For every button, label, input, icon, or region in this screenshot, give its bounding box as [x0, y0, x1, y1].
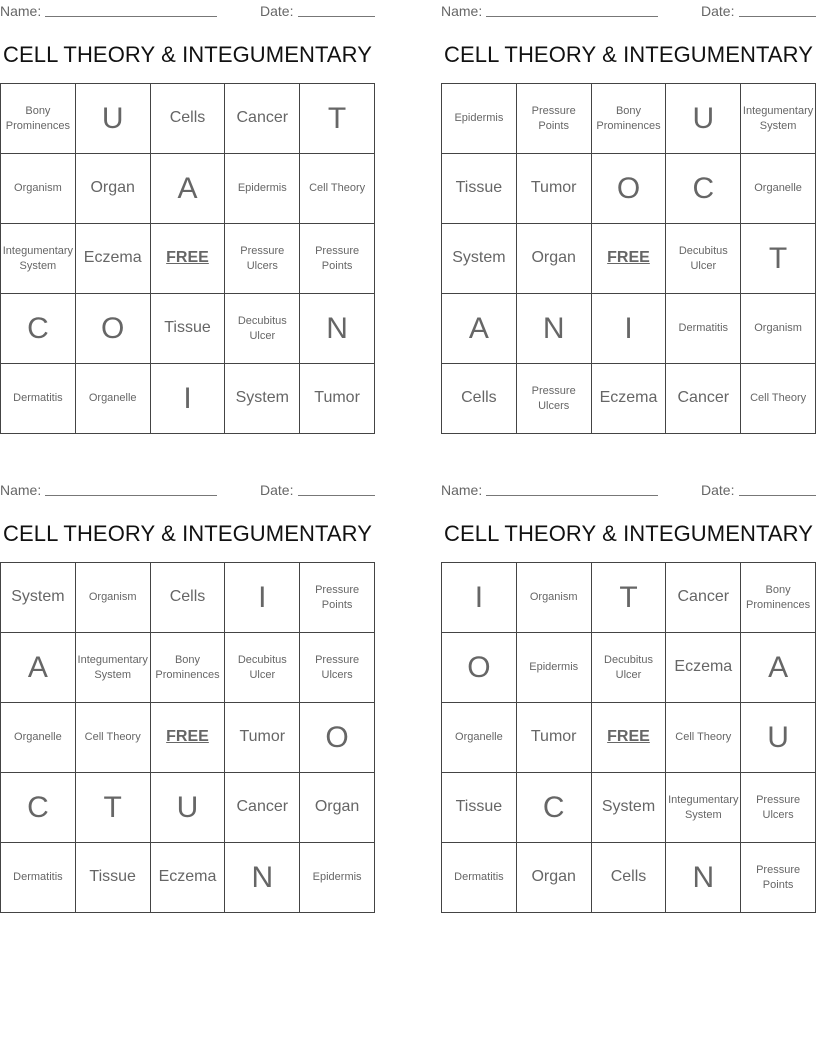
- bingo-cell: Organ: [517, 224, 592, 294]
- name-label: Name:: [441, 482, 483, 498]
- date-label: Date:: [701, 3, 735, 19]
- bingo-cell: Pressure Ulcers: [741, 773, 816, 843]
- bingo-cell: Tissue: [151, 294, 226, 364]
- bingo-cell: System: [442, 224, 517, 294]
- bingo-cell: I: [442, 563, 517, 633]
- bingo-cell: N: [300, 294, 375, 364]
- bingo-cell: Pressure Ulcers: [517, 364, 592, 434]
- bingo-cell: Cancer: [666, 364, 741, 434]
- date-field-line[interactable]: [298, 495, 375, 496]
- date-field-line[interactable]: [739, 495, 816, 496]
- bingo-cell: Pressure Points: [741, 843, 816, 913]
- bingo-cell: Eczema: [151, 843, 226, 913]
- bingo-cell: N: [666, 843, 741, 913]
- bingo-cell: Cancer: [666, 563, 741, 633]
- name-field-line[interactable]: [486, 16, 658, 17]
- bingo-cell: O: [300, 703, 375, 773]
- date-label: Date:: [260, 3, 294, 19]
- bingo-cell: Organelle: [76, 364, 151, 434]
- bingo-cell: System: [1, 563, 76, 633]
- bingo-cell: C: [666, 154, 741, 224]
- bingo-cell: Integumentary System: [741, 84, 816, 154]
- bingo-cell: Eczema: [592, 364, 667, 434]
- bingo-cell: I: [151, 364, 226, 434]
- card-title: CELL THEORY & INTEGUMENTARY: [443, 42, 814, 67]
- bingo-cell: Tissue: [442, 154, 517, 224]
- bingo-cell: Bony Prominences: [741, 563, 816, 633]
- bingo-cell: Decubitus Ulcer: [666, 224, 741, 294]
- bingo-cell: O: [76, 294, 151, 364]
- bingo-cell: Decubitus Ulcer: [225, 294, 300, 364]
- free-space: FREE: [592, 224, 667, 294]
- bingo-grid: [0, 83, 375, 434]
- bingo-card-3: [0, 479, 375, 913]
- bingo-cell: Epidermis: [300, 843, 375, 913]
- bingo-cell: Organism: [517, 563, 592, 633]
- bingo-cell: Cell Theory: [76, 703, 151, 773]
- bingo-cell: Organelle: [442, 703, 517, 773]
- bingo-cell: Organ: [517, 843, 592, 913]
- bingo-cell: U: [741, 703, 816, 773]
- bingo-cell: Dermatitis: [442, 843, 517, 913]
- bingo-cell: U: [76, 84, 151, 154]
- card-header: [441, 479, 816, 499]
- bingo-card-2: [441, 0, 816, 434]
- bingo-cell: Dermatitis: [1, 364, 76, 434]
- date-field-line[interactable]: [298, 16, 375, 17]
- bingo-cell: Cells: [592, 843, 667, 913]
- date-label: Date:: [260, 482, 294, 498]
- bingo-cell: Epidermis: [442, 84, 517, 154]
- bingo-cell: N: [225, 843, 300, 913]
- bingo-cell: Bony Prominences: [592, 84, 667, 154]
- name-label: Name:: [0, 482, 42, 498]
- bingo-cell: Integumentary System: [666, 773, 741, 843]
- bingo-cell: Cancer: [225, 773, 300, 843]
- bingo-cell: C: [517, 773, 592, 843]
- bingo-cell: Pressure Ulcers: [225, 224, 300, 294]
- bingo-cell: Cancer: [225, 84, 300, 154]
- bingo-cell: Organelle: [741, 154, 816, 224]
- bingo-cell: Pressure Ulcers: [300, 633, 375, 703]
- name-field-line[interactable]: [45, 495, 217, 496]
- bingo-cell: O: [442, 633, 517, 703]
- bingo-card-1: [0, 0, 375, 434]
- card-header: [0, 0, 375, 20]
- free-space: FREE: [592, 703, 667, 773]
- bingo-cell: Pressure Points: [517, 84, 592, 154]
- card-header: [0, 479, 375, 499]
- bingo-cell: U: [666, 84, 741, 154]
- bingo-cell: Cell Theory: [741, 364, 816, 434]
- bingo-cell: T: [741, 224, 816, 294]
- bingo-cell: Bony Prominences: [1, 84, 76, 154]
- card-header: [441, 0, 816, 20]
- bingo-cell: Tumor: [300, 364, 375, 434]
- bingo-cell: Dermatitis: [1, 843, 76, 913]
- bingo-grid: [441, 562, 816, 913]
- bingo-cell: T: [592, 563, 667, 633]
- bingo-grid: [441, 83, 816, 434]
- bingo-cell: Epidermis: [517, 633, 592, 703]
- bingo-cell: Bony Prominences: [151, 633, 226, 703]
- bingo-cell: Tumor: [517, 703, 592, 773]
- card-title: CELL THEORY & INTEGUMENTARY: [443, 521, 814, 546]
- bingo-cell: Cell Theory: [300, 154, 375, 224]
- bingo-cell: Tissue: [442, 773, 517, 843]
- card-title: CELL THEORY & INTEGUMENTARY: [2, 521, 373, 546]
- name-label: Name:: [0, 3, 42, 19]
- bingo-cell: T: [76, 773, 151, 843]
- bingo-cell: A: [741, 633, 816, 703]
- bingo-cell: Organ: [300, 773, 375, 843]
- bingo-cell: Organelle: [1, 703, 76, 773]
- bingo-cell: I: [225, 563, 300, 633]
- bingo-cell: N: [517, 294, 592, 364]
- bingo-cell: Tumor: [225, 703, 300, 773]
- bingo-grid: [0, 562, 375, 913]
- bingo-cell: T: [300, 84, 375, 154]
- bingo-cell: Tissue: [76, 843, 151, 913]
- bingo-cell: Pressure Points: [300, 563, 375, 633]
- card-title: CELL THEORY & INTEGUMENTARY: [2, 42, 373, 67]
- bingo-cell: C: [1, 773, 76, 843]
- bingo-cell: Organ: [76, 154, 151, 224]
- bingo-cell: Organism: [76, 563, 151, 633]
- date-label: Date:: [701, 482, 735, 498]
- bingo-cell: Integumentary System: [76, 633, 151, 703]
- bingo-cell: A: [442, 294, 517, 364]
- bingo-cell: Decubitus Ulcer: [592, 633, 667, 703]
- bingo-cell: O: [592, 154, 667, 224]
- bingo-cell: Tumor: [517, 154, 592, 224]
- bingo-cell: Cells: [442, 364, 517, 434]
- bingo-cell: Integumentary System: [1, 224, 76, 294]
- bingo-cell: C: [1, 294, 76, 364]
- bingo-cell: System: [225, 364, 300, 434]
- bingo-cell: Eczema: [666, 633, 741, 703]
- bingo-cell: Cells: [151, 563, 226, 633]
- bingo-cell: Decubitus Ulcer: [225, 633, 300, 703]
- free-space: FREE: [151, 224, 226, 294]
- bingo-cell: U: [151, 773, 226, 843]
- bingo-cell: Organism: [741, 294, 816, 364]
- bingo-cell: Cells: [151, 84, 226, 154]
- bingo-cell: A: [151, 154, 226, 224]
- bingo-cell: Epidermis: [225, 154, 300, 224]
- name-field-line[interactable]: [45, 16, 217, 17]
- name-label: Name:: [441, 3, 483, 19]
- date-field-line[interactable]: [739, 16, 816, 17]
- bingo-cell: System: [592, 773, 667, 843]
- bingo-cell: Organism: [1, 154, 76, 224]
- bingo-cell: Dermatitis: [666, 294, 741, 364]
- bingo-cell: Cell Theory: [666, 703, 741, 773]
- bingo-cell: Pressure Points: [300, 224, 375, 294]
- bingo-cell: A: [1, 633, 76, 703]
- bingo-cell: Eczema: [76, 224, 151, 294]
- name-field-line[interactable]: [486, 495, 658, 496]
- bingo-card-4: [441, 479, 816, 913]
- bingo-cell: I: [592, 294, 667, 364]
- free-space: FREE: [151, 703, 226, 773]
